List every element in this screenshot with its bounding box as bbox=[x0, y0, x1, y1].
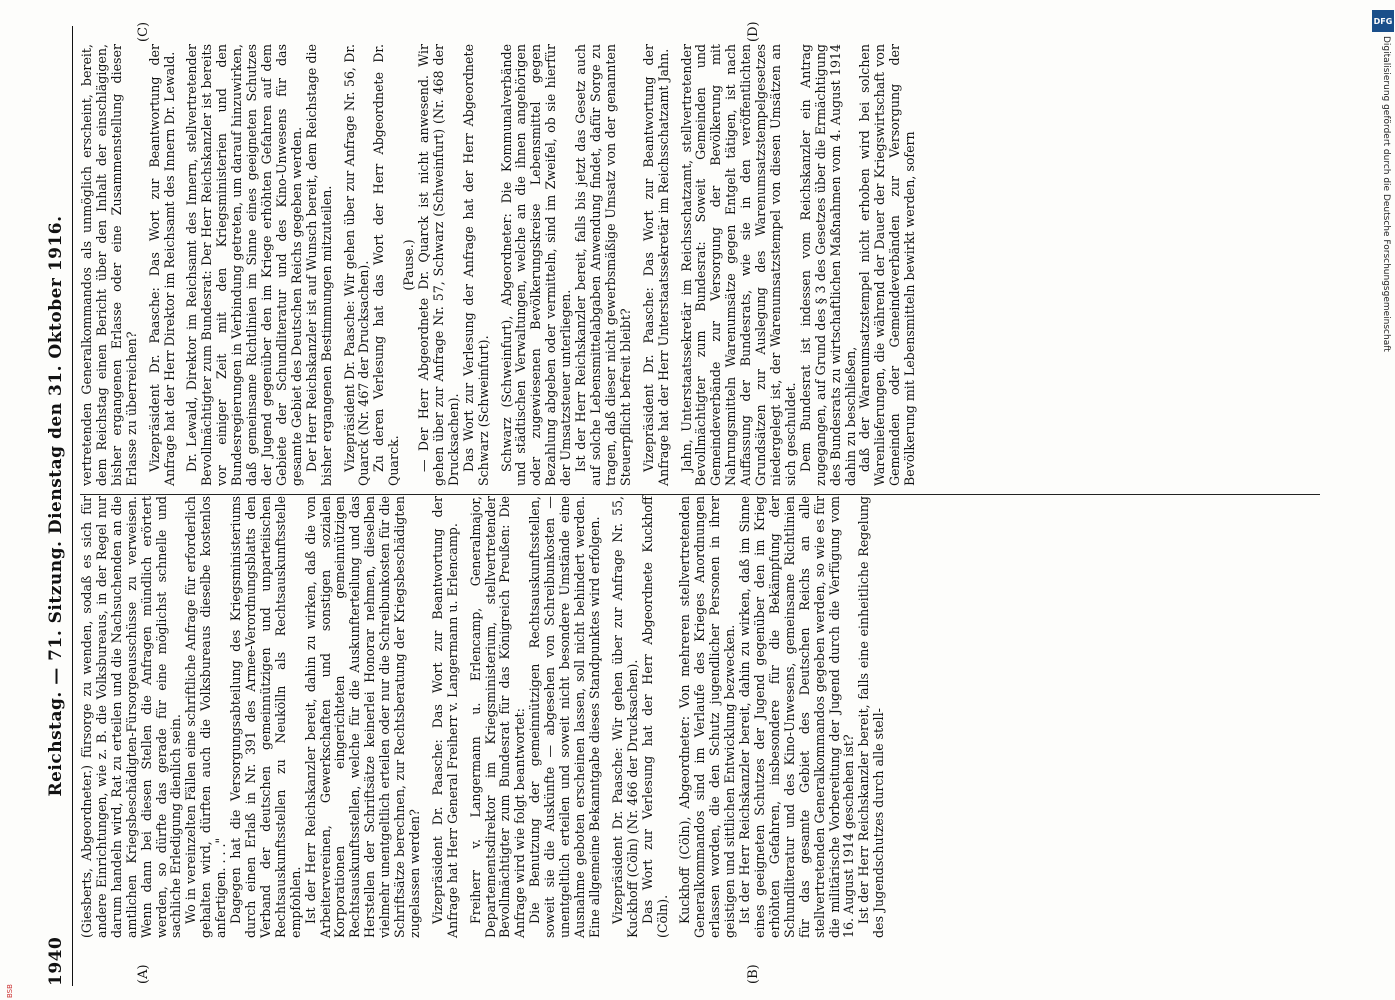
margin-mark-d: (D) bbox=[746, 21, 761, 42]
page-title: Reichstag. — 71. Sitzung. Dienstag den 31. Oktober 1916. bbox=[46, 215, 66, 797]
right-column bbox=[80, 44, 918, 486]
paragraph: Ist der Herr Reichskanzler bereit, dahin zu wirken, daß die von Arbeitervereinen, Gewerkschaften und sonstigen sozialen Korporationen eingerichteten gemeinnützigen Rechtsauskunftsstellen, welche für die Auskunfterteilung und das Herstellen der Schriftsätze keinerlei Honorar nehmen, dieselben vielmehr unentgeltlich erteilen oder nur die Schreibunkosten für die Schriftsätze berechnen, zur Rechtsberatung der Kriegsbeschädigten zugelassen werden? bbox=[302, 496, 422, 938]
paragraph: Wo in vereinzelten Fällen eine schriftliche Anfrage für erforderlich gehalten wird, dürften auch die Volksbureaus dieselbe kostenlos anfertigen. . . ." bbox=[183, 496, 229, 938]
margin-mark-b: (B) bbox=[746, 964, 761, 984]
paragraph: Kuckhoff (Cöln), Abgeordneter: Von mehreren stellvertretenden Generalkommandos sind im Verlaufe des Krieges Anordnungen erlassen worden, die den Schutz jugendlicher Personen in ihrer geistigen und sittlichen Entwicklung bezwecken. bbox=[677, 496, 738, 938]
paragraph: Der Herr Reichskanzler ist auf Wunsch bereit, dem Reichstage die bisher ergangenen Bestimmungen mitzuteilen. bbox=[303, 44, 334, 486]
paragraph: Vizepräsident Dr. Paasche: Wir gehen über zur Anfrage Nr. 56, Dr. Quarck (Nr. 467 der Drucksachen). bbox=[341, 44, 372, 486]
paragraph: (Pause.) bbox=[401, 239, 417, 291]
paragraph: (Giesberts, Abgeordneter.) fürsorge zu wenden, sodaß es sich für andere Einrichtungen, wie z. B. die Volksbureaus, in der Regel nur darum handeln wird, Rat zu erteilen und die Nachsuchenden an die amtlichen Kriegsbeschädigten-Fürsorgeausschüsse zu verweisen. Wenn dann bei diesen Stellen die Anfragen mündlich erörtert werden, so dürfte das gerade für eine möglichst schnelle und sachliche Erledigung dienlich sein. bbox=[79, 496, 184, 938]
paragraph: Das Wort zur Verlesung der Anfrage hat der Herr Abgeordnete Schwarz (Schweinfurt). bbox=[460, 44, 491, 486]
paragraph: Ist der Herr Reichskanzler bereit, dahin zu wirken, daß im Sinne eines geeigneten Schutzes der Jugend gegenüber den im Krieg erhöhten Gefahren, insbesondere für die Bekämpfung der Schundliteratur und des Kino-Unwesens, gemeinsame Richtlinien für das gesamte Gebiet des Deutschen Reichs an alle stellvertretenden Generalkommandos gegeben werden, so wie es für die militärische Vorbereitung der Jugend durch die Verfügung vom 16. August 1914 geschehen ist? bbox=[737, 496, 857, 938]
paragraph: Vizepräsident Dr. Paasche: Wir gehen über zur Anfrage Nr. 55, Kuckhoff (Cöln) (Nr. 466 der Drucksachen). bbox=[609, 496, 640, 938]
page-header bbox=[46, 26, 70, 986]
dfg-logo: DFG bbox=[1372, 10, 1394, 32]
paragraph: Das Wort zur Verlesung hat der Herr Abgeordnete Kuckhoff (Cöln). bbox=[639, 496, 670, 938]
left-column bbox=[80, 496, 887, 938]
page-content bbox=[46, 14, 1336, 986]
paragraph: Vizepräsident Dr. Paasche: Das Wort zur Beantwortung der Anfrage hat der Herr Unterstaatssekretär im Reichsschatzamt Jahn. bbox=[640, 44, 671, 486]
paragraph: vertretenden Generalkommandos als unmöglich erscheint, bereit, dem Reichstag einen Bericht über den Inhalt der einschlägigen, bisher ergangenen Erlasse oder eine Zusammenstellung dieser Erlasse zu überreichen? bbox=[79, 44, 139, 486]
paragraph: Zu deren Verlesung hat das Wort der Herr Abgeordnete Dr. Quarck. bbox=[371, 44, 402, 486]
paragraph: Freiherr v. Langermann u. Erlencamp, Generalmajor, Departementsdirektor im Kriegsministerium, stellvertretender Bevollmächtigter zum Bundesrat für das Königreich Preußen: Die Anfrage wird wie folgt beantwortet: bbox=[467, 496, 528, 938]
paragraph: Schwarz (Schweinfurt), Abgeordneter: Die Kommunalverbände und städtischen Verwaltungen, welche an die ihnen angehörigen oder zugewiesenen Bevölkerungskreise Lebensmittel gegen Bezahlung abgeben oder vermitteln, sind im Zweifel, ob sie hierfür der Umsatzsteuer unterliegen. bbox=[498, 44, 574, 486]
paragraph: Jahn, Unterstaatssekretär im Reichsschatzamt, stellvertretender Bevollmächtigter zum Bundesrat: Soweit Gemeinden und Gemeindeverbände zur Versorgung der Bevölkerung mit Nahrungsmitteln Warenumsätze gegen Entgelt tätigen, ist nach Auffassung der Bundesrats, wie sie in den veröffentlichten Grundsätzen zur Auslegung des Warenumsatzstempelgesetzes niedergelegt ist, der Warenumsatzstempel von diesen Umsätzen an sich geschuldet. bbox=[678, 44, 798, 486]
header-rule bbox=[72, 26, 73, 986]
digitization-note: Digitalisierung gefördert durch die Deutsche Forschungsgemeinschaft bbox=[1381, 36, 1391, 352]
paragraph: — Der Herr Abgeordnete Dr. Quarck ist nicht anwesend. Wir gehen über zur Anfrage Nr. 57, Schwarz (Schweinfurt) (Nr. 468 der Drucksachen). bbox=[416, 44, 461, 486]
paragraph: Dem Bundesrat ist indessen vom Reichskanzler ein Antrag zugegangen, auf Grund des § 3 des Gesetzes über die Ermächtigung des Bundesrats zu wirtschaftlichen Maßnahmen vom 4. August 1914 dahin zu beschließen, bbox=[797, 44, 858, 486]
paragraph: Dr. Lewald, Direktor im Reichsamt des Innern, stellvertretender Bevollmächtigter zum Bundesrat: Der Herr Reichskanzler ist bereits vor einiger Zeit mit den Kriegsministerien und den Bundesregierungen in Verbindung getreten, um darauf hinzuwirken, daß gemeinsame Richtlinien im Sinne eines geeigneten Schutzes der Jugend gegenüber den im Kriege erhöhten Gefahren auf dem Gebiete der Schundliteratur und des Kino-Unwesens für das gesamte Gebiet des Deutschen Reichs gegeben werden. bbox=[184, 44, 304, 486]
paragraph: daß der Warenumsatzstempel nicht erhoben wird bei solchen Warenlieferungen, die während der Dauer der Kriegswirtschaft von Gemeinden oder Gemeindeverbänden zur Versorgung der Bevölkerung mit Lebensmitteln bewirkt werden, sofern bbox=[857, 44, 918, 486]
paragraph: Vizepräsident Dr. Paasche: Das Wort zur Beantwortung der Anfrage hat Herr General Freiherr v. Langermann u. Erlencamp. bbox=[429, 496, 460, 938]
margin-mark-a: (A) bbox=[136, 964, 151, 984]
paragraph: Vizepräsident Dr. Paasche: Das Wort zur Beantwortung der Anfrage hat der Herr Direktor im Reichsamt des Innern Dr. Lewald. bbox=[146, 44, 177, 486]
page-number: 1940 bbox=[46, 936, 66, 986]
column-divider bbox=[80, 494, 1320, 495]
paragraph: Ist der Herr Reichskanzler bereit, falls eine einheitliche Regelung des Jugendschutzes durch alle stell- bbox=[856, 496, 887, 938]
paragraph: Dagegen hat die Versorgungsabteilung des Kriegsministeriums durch einen Erlaß in Nr. 391 des Armee-Verordnungsblatts den Verband der deutschen gemeinnützigen und unparteiischen Rechtsauskunftsstellen zu Neukölln als Rechtsauskunftsstelle empfohlen. bbox=[228, 496, 303, 938]
bsb-mark: BSB bbox=[6, 984, 14, 998]
margin-mark-c: (C) bbox=[136, 21, 151, 42]
paragraph: Die Benutzung der gemeinnützigen Rechtsauskunftsstellen, soweit sie die Auskünfte — abgesehen von Schreibunkosten — unentgeltlich erteilen und soweit nicht besondere Umstände eine Ausnahme geboten erscheinen lassen, soll nicht behindert werden. Eine allgemeine Bekanntgabe dieses Standpunktes wird erfolgen. bbox=[527, 496, 602, 938]
paragraph: Ist der Herr Reichskanzler bereit, falls bis jetzt das Gesetz auch auf solche Lebensmittelabgaben Anwendung findet, dafür Sorge zu tragen, daß dieser nicht gewerbsmäßige Umsatz von der genannten Steuerpflicht befreit bleibt? bbox=[573, 44, 633, 486]
